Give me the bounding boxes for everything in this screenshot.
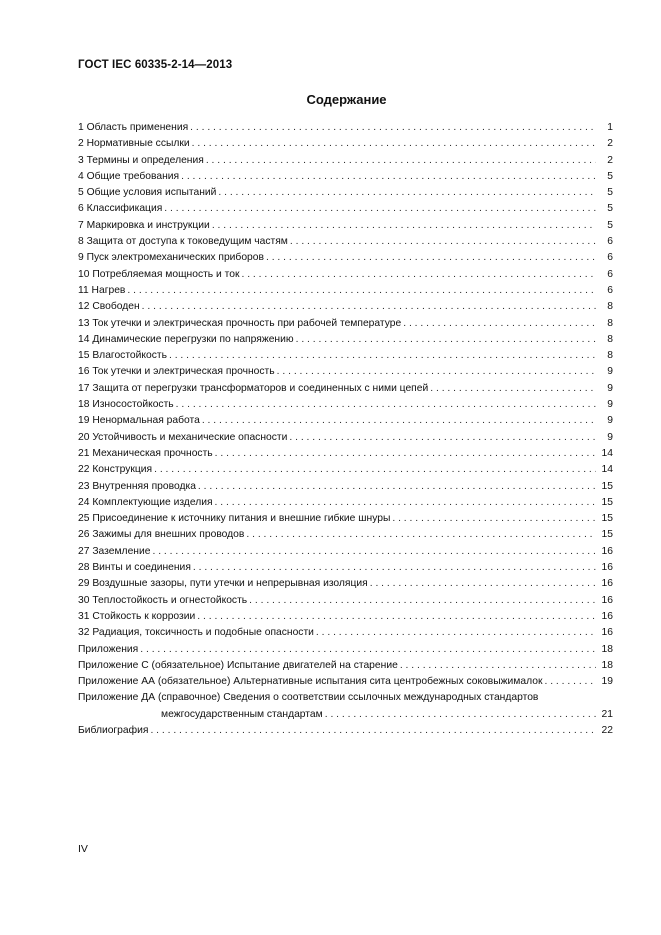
toc-entry[interactable] [78,381,613,397]
toc-entry-text: 20 Устойчивость и механические опасности [78,431,288,443]
toc-entry-text: 5 Общие условия испытаний [78,187,217,199]
toc-entry-page: 14 [601,447,613,459]
dot-leader [277,364,596,380]
toc-entry-page: 8 [607,350,613,362]
toc-entry-page: 9 [607,415,613,427]
toc-entry-text: Приложение С (обязательное) Испытание двигателей на старение [78,659,398,671]
toc-entry-page: 5 [607,170,613,182]
dot-leader [212,218,596,234]
toc-entry-page: 16 [601,610,613,622]
toc-entry-page: 8 [607,333,613,345]
toc-entry[interactable] [78,576,613,592]
toc-entry-text: 2 Нормативные ссылки [78,138,190,150]
toc-entry-text: 17 Защита от перегрузки трансформаторов и соединенных с ними цепей [78,382,429,394]
toc-entry-page: 16 [601,578,613,590]
toc-entry[interactable] [78,544,613,560]
dot-leader [241,267,596,283]
toc-entry[interactable] [78,250,613,266]
toc-entry-text: 23 Внутренняя проводка [78,480,196,492]
toc-entry-page: 9 [607,382,613,394]
dot-leader [142,299,596,315]
dot-leader [197,609,596,625]
dot-leader [152,544,596,560]
toc-entry-text: Библиография [78,724,149,736]
dot-leader [316,625,596,641]
dot-leader [150,723,596,739]
toc-entry-page: 5 [607,187,613,199]
toc-entry-page: 22 [601,724,613,736]
dot-leader [403,316,596,332]
toc-entry-page: 16 [601,627,613,639]
toc-entry[interactable] [78,136,613,152]
toc-entry-text: 1 Область применения [78,122,189,133]
toc-entry[interactable] [78,462,613,478]
dot-leader [164,201,596,217]
toc-entry[interactable] [78,348,613,364]
toc-entry-text: 4 Общие требования [78,170,180,182]
dot-leader [296,332,596,348]
dot-leader [215,446,596,462]
dot-leader [140,642,596,658]
toc-entry-text: 14 Динамические перегрузки по напряжению [78,333,294,345]
page-number: IV [78,843,88,855]
toc-entry[interactable] [78,674,613,690]
toc-entry-text: 22 Конструкция [78,464,153,476]
dot-leader [218,185,596,201]
dot-leader [544,674,596,690]
toc-entry-text: 24 Комплектующие изделия [78,496,213,508]
toc-entry-page: 6 [607,284,613,296]
toc-entry-page: 15 [601,480,613,492]
dot-leader [246,527,596,543]
toc-entry[interactable] [78,413,613,429]
document-header: ГОСТ IEC 60335-2-14—2013 [78,59,233,71]
toc-entry-text: Приложение ДА (справочное) Сведения о соответствии ссылочных международных стандартов [78,692,539,704]
dot-leader [206,153,596,169]
toc-entry-page: 8 [607,301,613,313]
toc-entry-page: 16 [601,562,613,574]
toc-entry[interactable] [78,593,613,609]
toc-entry-text: 18 Износостойкость [78,399,174,411]
toc-entry-page: 16 [601,545,613,557]
toc-entry-text: 21 Механическая прочность [78,447,213,459]
dot-leader [289,430,596,446]
dot-leader [190,120,596,136]
toc-entry-text: 29 Воздушные зазоры, пути утечки и непрерывная изоляция [78,578,368,590]
toc-entry-text: 13 Ток утечки и электрическая прочность при рабочей температуре [78,317,402,329]
dot-leader [127,283,596,299]
toc-entry-text: 12 Свободен [78,301,140,313]
dot-leader [215,495,596,511]
dot-leader [392,511,596,527]
toc-entry-continuation [78,707,613,723]
toc-entry-page: 5 [607,203,613,215]
toc-entry-text: Приложение АА (обязательное) Альтернативные испытания сита центробежных соковыжималок [78,676,543,688]
dot-leader [176,397,596,413]
dot-leader [325,707,596,723]
dot-leader [169,348,596,364]
dot-leader [400,658,596,674]
toc-entry[interactable] [78,642,613,658]
toc-entry-text-line2: межгосударственным стандартам [161,708,323,720]
dot-leader [266,250,596,266]
toc-entry[interactable] [78,625,613,641]
toc-entry-text: 9 Пуск электромеханических приборов [78,252,264,264]
toc-entry-page: 18 [601,659,613,671]
toc-entry[interactable] [78,332,613,348]
toc-entry[interactable] [78,283,613,299]
toc-entry[interactable] [78,169,613,185]
toc-entry[interactable] [78,609,613,625]
toc-entry-text: 16 Ток утечки и электрическая прочность [78,366,275,378]
toc-entry-page: 9 [607,431,613,443]
toc-entry-page: 14 [601,464,613,476]
toc-entry[interactable] [78,446,613,462]
dot-leader [290,234,596,250]
toc-entry-text: 19 Ненормальная работа [78,415,200,427]
toc-entry[interactable] [78,658,613,674]
dot-leader [249,593,596,609]
toc-entry-text: 30 Теплостойкость и огнестойкость [78,594,248,606]
dot-leader [193,560,596,576]
toc-entry-page: 16 [601,594,613,606]
toc-entry-text: 28 Винты и соединения [78,562,191,574]
toc-entry[interactable] [78,218,613,234]
toc-entry-text: 25 Присоединение к источнику питания и внешние гибкие шнуры [78,513,391,525]
toc-entry-page: 2 [607,154,613,166]
toc-entry-page: 8 [607,317,613,329]
toc-entry[interactable] [78,120,613,136]
toc-entry[interactable] [78,299,613,315]
toc-entry-page: 18 [601,643,613,655]
toc-entry[interactable] [78,479,613,495]
toc-entry[interactable] [78,316,613,332]
toc-entry-page: 6 [607,268,613,280]
toc-entry[interactable] [78,153,613,169]
dot-leader [202,413,596,429]
toc-entry-page: 6 [607,236,613,248]
toc-entry-text: 31 Стойкость к коррозии [78,610,196,622]
toc-entry[interactable] [78,495,613,511]
toc-entry-page: 5 [607,219,613,231]
toc-entry-page: 15 [601,513,613,525]
toc-entry-text: 15 Влагостойкость [78,350,167,362]
toc-entry-page: 1 [607,122,613,133]
toc-title: Содержание [306,92,387,107]
toc-entry-page: 15 [601,529,613,541]
toc-entry[interactable] [78,527,613,543]
toc-entry-page: 15 [601,496,613,508]
toc-entry-text: 3 Термины и определения [78,154,204,166]
toc-entry-text: 26 Зажимы для внешних проводов [78,529,245,541]
dot-leader [370,576,596,592]
toc-entry[interactable] [78,430,613,446]
toc-entry-annex-da[interactable] [78,690,613,723]
toc-entry-page: 21 [601,708,613,720]
toc-entry-text: 27 Заземление [78,545,151,557]
toc-entry[interactable] [78,511,613,527]
toc-entry-text: 8 Защита от доступа к токоведущим частям [78,236,288,248]
toc-entry-page: 19 [601,676,613,688]
toc-entry-text: 32 Радиация, токсичность и подобные опасности [78,627,314,639]
toc-entry-text: 10 Потребляемая мощность и ток [78,268,240,280]
toc-entry-text: 11 Нагрев [78,284,126,296]
dot-leader [181,169,596,185]
toc-entry-page: 9 [607,366,613,378]
toc-entry[interactable] [78,397,613,413]
toc-entry[interactable] [78,185,613,201]
toc-entry[interactable] [78,364,613,380]
toc-entry-page: 2 [607,138,613,150]
dot-leader [430,381,596,397]
toc-entry-page: 9 [607,399,613,411]
toc-entry-text: 7 Маркировка и инструкции [78,219,210,231]
toc-entry-page: 6 [607,252,613,264]
dot-leader [198,479,596,495]
table-of-contents [78,120,613,739]
toc-entry[interactable] [78,560,613,576]
toc-entry-bibliography[interactable] [78,723,613,739]
toc-entry[interactable] [78,234,613,250]
toc-entry[interactable] [78,267,613,283]
toc-entry-text: 6 Классификация [78,203,163,215]
dot-leader [192,136,596,152]
toc-entry-text: Приложения [78,643,139,655]
dot-leader [154,462,596,478]
toc-entry[interactable] [78,201,613,217]
